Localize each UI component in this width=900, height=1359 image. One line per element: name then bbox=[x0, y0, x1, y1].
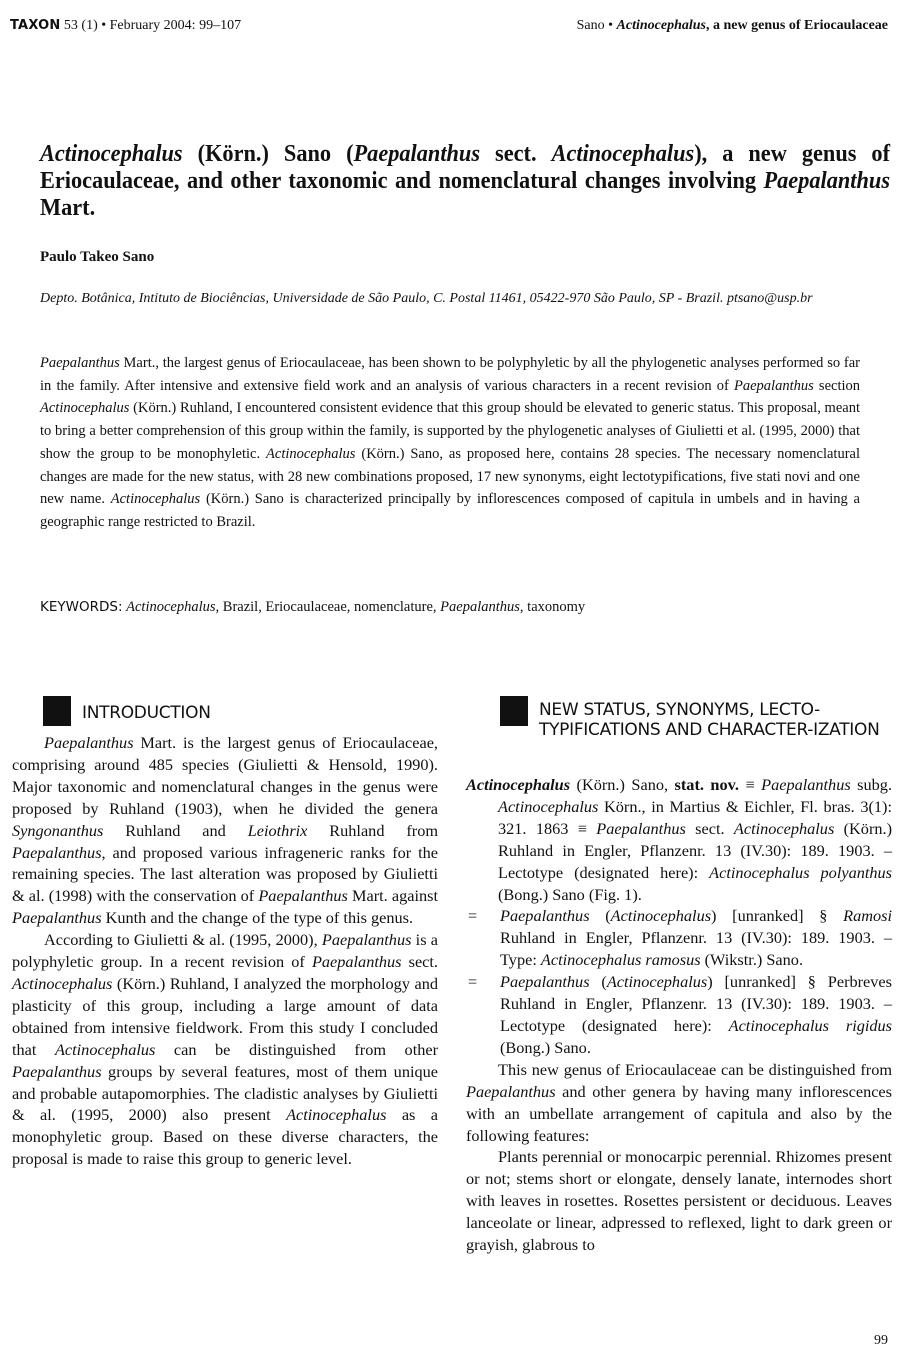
running-header-right bbox=[577, 18, 888, 34]
text-run: Paepalanthus bbox=[500, 906, 590, 926]
text-run: sect. bbox=[401, 952, 438, 972]
text-run: ( bbox=[589, 972, 607, 992]
abstract-part: Actinocephalus bbox=[266, 445, 356, 462]
section-title: NEW STATUS, SYNONYMS, LECTO-TYPIFICATIONS AND CHARACTER-IZATION bbox=[539, 700, 880, 740]
text-run: Paepalanthus bbox=[466, 1081, 556, 1101]
text-run: Actinocephalus bbox=[606, 972, 708, 992]
text-run: Kunth and the change of the type of this genus. bbox=[101, 908, 414, 928]
text-run: Syngonanthus bbox=[12, 820, 104, 840]
section-heading-introduction bbox=[43, 696, 211, 726]
introduction-body bbox=[12, 732, 438, 1170]
text-run: and other genera by having many inflorescences with an umbellate arrangement of capitula and also by the following features: bbox=[466, 1081, 892, 1145]
synonym-entry bbox=[466, 905, 892, 971]
abstract-part: (Körn.) Ruhland, I encountered consistent evidence that this group should be elevated to generic status. This proposal, meant to bring a better comprehension of this group within the family, is supported by the phylogenetic analyses of Giulietti et al. (1995, 2000) that show the group to be monophyletic. bbox=[40, 400, 860, 462]
text-run: Ramosi bbox=[843, 906, 892, 926]
abstract-part: Mart., the largest genus of Eriocaulaceae, has been shown to be polyphyletic by all the phylogenetic analyses performed so far in the family. After intensive and extensive field work and an analysis of various characters in a recent revision of bbox=[40, 355, 860, 394]
paragraph bbox=[466, 1059, 892, 1147]
text-run: Paepalanthus bbox=[44, 733, 134, 752]
text-run: subg. bbox=[850, 775, 893, 794]
abstract-part: Actinocephalus bbox=[40, 400, 130, 417]
text-run: Paepalanthus bbox=[321, 930, 412, 950]
keywords-label: KEYWORDS: bbox=[40, 599, 123, 615]
text-run: Körn., in Martius & Eichler, Fl. bras. 3(1): 321. 1863 ≡ bbox=[498, 796, 892, 838]
text-run: Actinocephalus ramosus bbox=[540, 950, 701, 970]
text-run: Actinocephalus bbox=[12, 973, 113, 993]
running-header-left bbox=[10, 18, 241, 34]
synonym-text bbox=[500, 905, 892, 971]
text-run: Actinocephalus bbox=[286, 1105, 387, 1125]
paragraph: Plants perennial or monocarpic perennial. Rhizomes present or not; stems short or elongate, densely lanate, internodes short with leaves in rosettes. Rosettes persistent or deciduous. Leaves lanceolate or linear, adpressed to reflexed, light to dark green or grayish, glabrous to bbox=[466, 1147, 892, 1255]
running-title-genus: Actinocephalus bbox=[616, 18, 707, 33]
text-run: Paepalanthus bbox=[311, 952, 402, 972]
text-run: sect. bbox=[685, 818, 734, 838]
equals-sign: = bbox=[468, 906, 478, 926]
journal-name: TAXON bbox=[10, 18, 61, 33]
keyword: Paepalanthus bbox=[440, 599, 520, 615]
title-part: sect. bbox=[480, 141, 552, 167]
section-marker-icon bbox=[43, 696, 71, 726]
text-run: This new genus of Eriocaulaceae can be distinguished from bbox=[498, 1059, 892, 1079]
title-part: Actinocephalus bbox=[551, 141, 695, 167]
journal-citation: 53 (1) • February 2004: 99–107 bbox=[63, 18, 242, 33]
abstract-part: Actinocephalus bbox=[110, 491, 201, 508]
text-run: Actinocephalus bbox=[498, 796, 599, 816]
abstract bbox=[40, 352, 860, 534]
text-run: Actinocephalus bbox=[610, 906, 712, 926]
text-run: According to Giulietti & al. (1995, 2000), bbox=[44, 930, 322, 950]
text-run: Ruhland in Engler, Pflanzenr. 13 (IV.30): 189. 1903. – Type: bbox=[500, 928, 892, 970]
text-run: Paepalanthus bbox=[12, 842, 102, 862]
abstract-part: Paepalanthus bbox=[40, 355, 120, 371]
text-run: Paepalanthus bbox=[500, 972, 590, 992]
page-number: 99 bbox=[874, 1333, 888, 1348]
text-run: Perbreves Ruhland in Engler, Pflanzenr. 13 (IV.30): 189. 1903. – Lectotype (designated here): bbox=[500, 972, 892, 1035]
text-run: ( bbox=[589, 906, 611, 926]
text-run: Paepalanthus bbox=[761, 775, 851, 794]
running-title-rest: , a new genus of Eriocaulaceae bbox=[706, 18, 888, 33]
section-marker-icon bbox=[500, 696, 528, 726]
text-run: Mart. against bbox=[347, 886, 438, 906]
author-name: Paulo Takeo Sano bbox=[40, 249, 155, 265]
article-title bbox=[40, 141, 890, 222]
synonym-entry bbox=[466, 971, 892, 1059]
running-author: Sano • bbox=[576, 18, 617, 33]
keyword: Actinocephalus bbox=[126, 599, 216, 615]
text-run: (Bong.) Sano (Fig. 1). bbox=[498, 884, 642, 904]
keyword: , taxonomy bbox=[519, 599, 586, 615]
title-part: Mart. bbox=[40, 195, 96, 221]
equals-sign: = bbox=[468, 972, 478, 992]
new-status-body bbox=[466, 774, 892, 1256]
text-run: ) [unranked] § bbox=[711, 906, 844, 926]
text-run: (Wikstr.) Sano. bbox=[700, 950, 804, 970]
text-run: (Körn.) Ruhland in Engler, Pflanzenr. 13 (IV.30): 189. 1903. – Lectotype (designated here): bbox=[498, 818, 892, 882]
text-run: can be distinguished from other bbox=[155, 1039, 439, 1059]
taxon-entry bbox=[466, 774, 892, 905]
text-run: , and proposed various infrageneric ranks for the remaining species. The last alteration was proposed by Giulietti & al. (1998) with the conservation of bbox=[12, 842, 438, 906]
genus-name: Actinocephalus bbox=[466, 775, 571, 794]
text-run: (Körn.) Sano, bbox=[570, 775, 675, 794]
text-run: Ruhland and bbox=[103, 820, 248, 840]
title-part: (Körn.) Sano ( bbox=[182, 141, 354, 167]
author-affiliation: Depto. Botânica, Intituto de Biociências, Universidade de São Paulo, C. Postal 11461, 05422-970 São Paulo, SP - Brazil. ptsano@usp.br bbox=[40, 291, 813, 306]
text-run: ≡ bbox=[738, 775, 762, 794]
text-run: Paepalanthus bbox=[258, 886, 348, 906]
text-run: is a polyphyletic group. In a recent revision of bbox=[12, 930, 438, 972]
text-run: Paepalanthus bbox=[12, 908, 102, 928]
synonym-text bbox=[500, 971, 892, 1059]
stat-nov-label: stat. nov. bbox=[674, 775, 739, 794]
abstract-part: (Körn.) Sano, as proposed here, contains 28 species. The necessary nomenclatural changes are made for the new status, with 28 new combinations proposed, 17 new synonyms, eight lectotypifications, five stati novi and one new name. bbox=[40, 445, 860, 508]
text-run: as a monophyletic group. Based on these diverse characters, the proposal is made to raise this group to generic level. bbox=[12, 1105, 438, 1169]
text-run: Actinocephalus bbox=[54, 1039, 156, 1059]
text-run: Ruhland from bbox=[307, 820, 438, 840]
text-run: Actinocephalus polyanthus bbox=[709, 862, 892, 882]
paragraph bbox=[12, 929, 438, 1170]
abstract-part: (Körn.) Sano is characterized principally by inflorescences composed of capitula in umbels and in having a geographic range restricted to Brazil. bbox=[40, 491, 860, 530]
text-run: Paepalanthus bbox=[12, 1061, 102, 1081]
keywords bbox=[40, 599, 585, 616]
text-run: groups by several features, most of them unique and probable autapomorphies. The cladistic analyses by Giulietti & al. (1995, 2000) also present bbox=[12, 1061, 438, 1125]
title-part: Actinocephalus bbox=[40, 141, 183, 167]
text-run: ) [unranked] § bbox=[707, 972, 828, 992]
abstract-part: Paepalanthus bbox=[734, 377, 814, 394]
section-heading-new-status bbox=[500, 696, 900, 740]
paragraph bbox=[12, 732, 438, 929]
text-run: Actinocephalus rigidus bbox=[728, 1015, 892, 1035]
text-run: (Bong.) Sano. bbox=[500, 1037, 591, 1057]
title-part: Paepalanthus bbox=[353, 141, 481, 167]
keyword: , Brazil, Eriocaulaceae, nomenclature, bbox=[215, 599, 441, 615]
text-run: Mart. is the largest genus of Eriocaulaceae, comprising around 485 species (Giulietti & Hensold, 1990). Major taxonomic and nomenclatural changes in the genus were proposed by Ruhland (1903), when he divided the genera bbox=[12, 733, 438, 818]
text-run: (Körn.) Ruhland, I analyzed the morphology and plasticity of this group, including a large amount of data obtained from intensive fieldwork. From this study I concluded that bbox=[12, 973, 438, 1059]
title-part: ), a new genus of Eriocaulaceae, and other taxonomic and nomenclatural changes involving bbox=[40, 141, 891, 194]
title-part: Paepalanthus bbox=[763, 168, 891, 194]
text-run: Actinocephalus bbox=[733, 818, 835, 838]
text-run: Paepalanthus bbox=[596, 818, 686, 838]
abstract-part: section bbox=[813, 377, 860, 394]
section-title: INTRODUCTION bbox=[82, 703, 211, 723]
text-run: Leiothrix bbox=[247, 820, 308, 840]
